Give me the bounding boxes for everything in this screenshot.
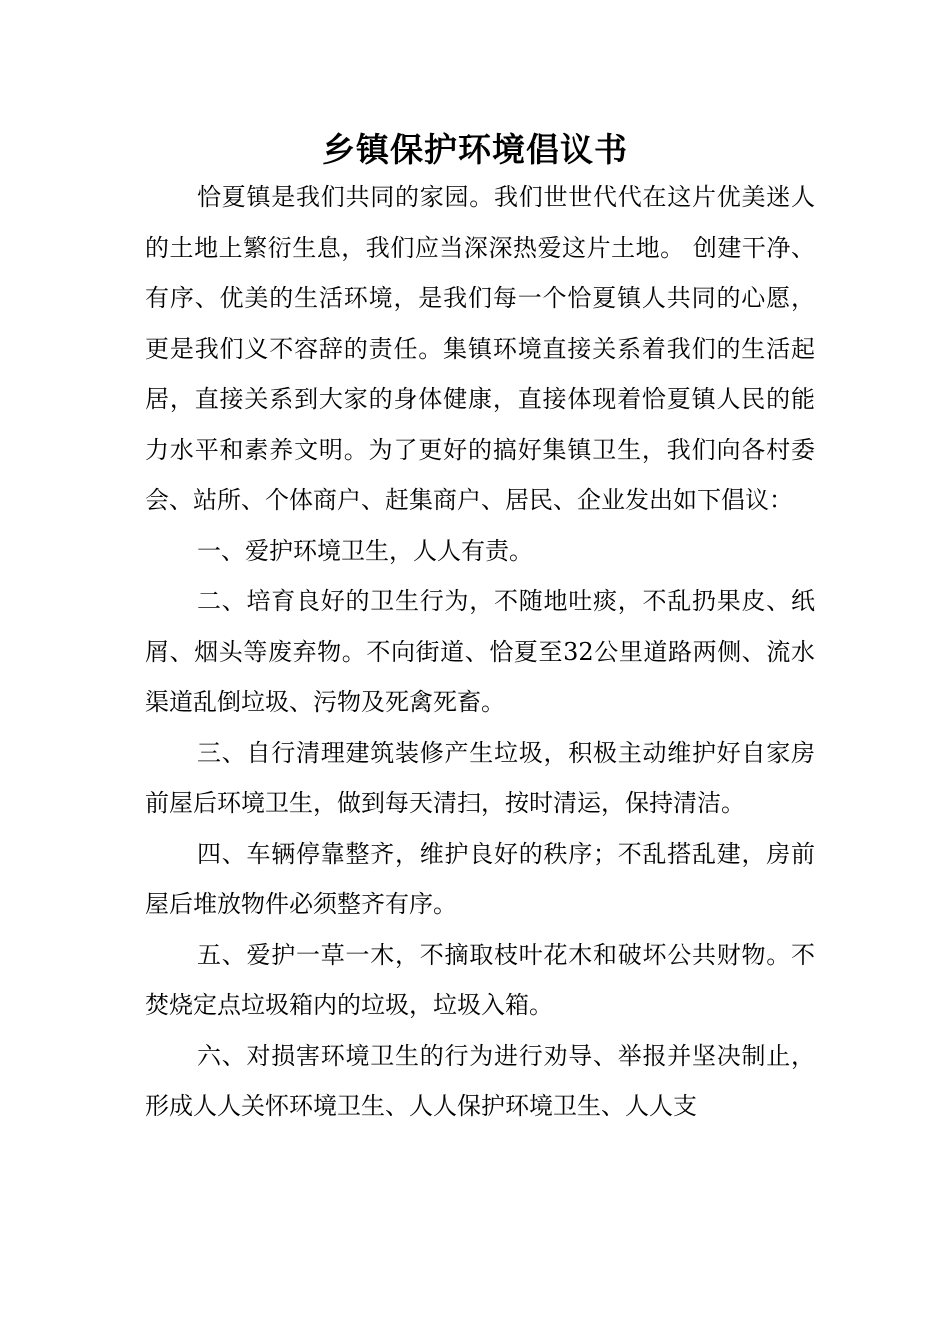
proposal-item-6: 六、对损害环境卫生的行为进行劝导、举报并坚决制止，形成人人关怀环境卫生、人人保护环境卫生、人人支	[145, 1041, 815, 1120]
proposal-item-1: 一、爱护环境卫生，人人有责。	[197, 536, 533, 565]
intro-paragraph: 恰夏镇是我们共同的家园。我们世世代代在这片优美迷人的土地上繁衍生息，我们应当深深热爱这片土地。 创建干净、有序、优美的生活环境，是我们每一个恰夏镇人共同的心愿，更是我们义不容辞的责任。集镇环境直接关系着我们的生活起居，直接关系到大家的身体健康，直接体现着恰夏镇人民的能力水平和素养文明。为了更好的搞好集镇卫生，我们向各村委会、站所、个体商户、赶集商户、居民、企业发出如下倡议：	[145, 183, 815, 514]
document-title: 乡镇保护环境倡议书	[322, 130, 628, 169]
proposal-item-2: 二、培育良好的卫生行为，不随地吐痰，不乱扔果皮、纸屑、烟头等废弃物。不向街道、恰夏至32公里道路两侧、流水渠道乱倒垃圾、污物及死禽死畜。	[145, 587, 815, 716]
document-body	[145, 172, 815, 1132]
proposal-item-3: 三、自行清理建筑装修产生垃圾，积极主动维护好自家房前屋后环境卫生，做到每天清扫，按时清运，保持清洁。	[145, 738, 815, 817]
proposal-item-5: 五、爱护一草一木，不摘取枝叶花木和破坏公共财物。不焚烧定点垃圾箱内的垃圾，垃圾入箱。	[145, 940, 815, 1019]
proposal-item-4: 四、车辆停靠整齐，维护良好的秩序；不乱搭乱建，房前屋后堆放物件必须整齐有序。	[145, 839, 815, 918]
